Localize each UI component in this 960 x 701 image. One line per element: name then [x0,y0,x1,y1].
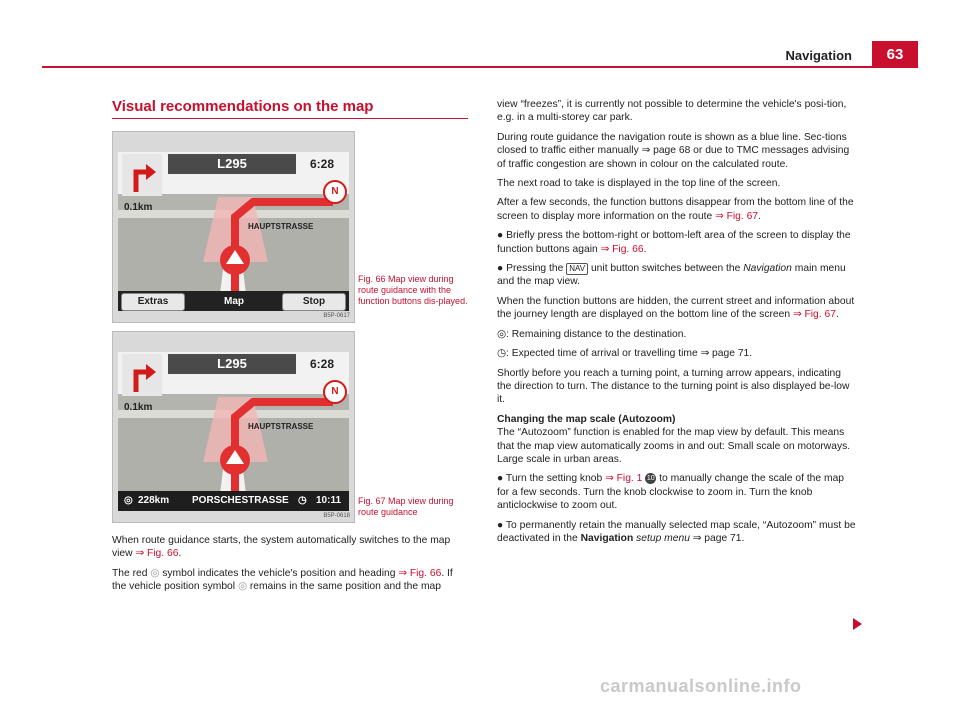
paragraph: Shortly before you reach a turning point, a turning arrow appears, indicating the direction to turn. The distance to the turning point is also displayed be-low it. [497,367,850,406]
section-rule [112,118,468,119]
bullet-text: ⇒ page 71. [692,532,745,544]
bullet-text: main menu and the map view. [497,263,846,288]
figure-67-caption [358,496,468,518]
vehicle-position-icon: ◎ [150,567,160,579]
navigation-term: Navigation [743,263,792,275]
nav-key: NAV [566,263,588,275]
paragraph: view “freezes”, it is currently not possible to determine the vehicle's posi-tion, e.g. in a multi-storey car park. [497,99,847,124]
bullet-text: To permanently retain the manually selected map scale, “Autozoom” must be deactivated in the [497,519,856,544]
current-street: PORSCHESTRASSE [192,495,289,506]
globe-icon: ◎ [124,495,133,506]
subheading: Changing the map scale (Autozoom) [497,413,676,425]
north-icon[interactable]: N [323,180,347,204]
stop-button[interactable]: Stop [282,293,346,311]
map-button[interactable]: Map [202,293,266,311]
paragraph: : Remaining distance to the destination. [506,328,687,340]
clock: 6:28 [310,357,335,371]
paragraph: The next road to take is displayed in the top line of the screen. [497,178,781,190]
bullet-text: unit button switches between the [590,263,741,275]
figure-link[interactable]: ⇒ Fig. 66 [600,243,644,255]
road-label: L295 [168,154,296,174]
watermark: carmanualsonline.info [600,676,802,696]
turn-distance: 0.1km [124,402,153,413]
figure-code: B5P-0617 [323,313,350,319]
paragraph: The red [112,567,148,579]
caption-text: Map view during route guidance with the function buttons dis-played. [358,274,468,306]
figure-66-caption [358,274,468,307]
bullet-text: Briefly press the bottom-right or bottom-left area of the screen to display the function buttons again [497,230,851,255]
figure-66 [112,131,355,323]
remaining-distance: 228km [138,495,170,506]
caption-fig-label: Fig. 67 [358,496,386,506]
figure-code: B5P-0618 [323,513,350,519]
globe-icon: ◎ [497,328,506,340]
paragraph: symbol indicates the vehicle's position and heading [162,567,396,579]
turn-arrow-icon [122,354,162,396]
paragraph: . If the vehicle position symbol [112,567,453,593]
north-icon[interactable]: N [323,380,347,404]
turn-arrow-icon [122,154,162,196]
paragraph: : Expected time of arrival or travelling time ⇒ page 71. [506,348,753,360]
navigation-term: Navigation [580,532,634,544]
setup-menu-term: setup menu [636,532,690,544]
arrival-time: 10:11 [316,495,342,506]
road-label: L295 [168,354,296,374]
extras-button[interactable]: Extras [121,293,185,311]
bullet-text: to manually change the scale of the map for a few seconds. Turn the knob clockwise to zoom in. Turn the knob anticlockwise to zoom out. [497,473,845,512]
street-label: HAUPTSTRASSE [248,222,314,231]
nav-screen [118,352,349,510]
figure-link[interactable]: ⇒ Fig. 67 [792,309,836,321]
paragraph: When the function buttons are hidden, the current street and information about the journey length are displayed on the bottom line of the screen [497,295,855,321]
clock: 6:28 [310,157,335,171]
figure-link[interactable]: ⇒ Fig. 66 [135,548,179,560]
nav-screen [118,152,349,310]
turn-distance: 0.1km [124,202,153,213]
right-body-text: view “freezes”, it is currently not possible to determine the vehicle's posi-tion, e.g. in a multi-storey car park. During route guidance the navigation route is shown as a blue line. Sec-tions closed to traffic either manually ⇒ page 68 or due to TMC messages advising of traffic congestion are shown in colour on the calculated route. The next road to take is displayed in the top line of the screen. After a few seconds, the function buttons disappear from the bottom line of the screen to display more information on the route ⇒ Fig. 67. ● Briefly press the bottom-right or bottom-left area of the screen to display the function buttons again ⇒ Fig. 66. ● Pressing the NAV unit button switches between the Navigation main menu and the map view. When the function buttons are hidden, the current street and information about the journey length are displayed on the bottom line of the screen ⇒ Fig. 67. ◎: Remaining distance to the destination. ◷: Expected time of arrival or travelling time ⇒ page 71. Shortly before you reach a turning point, a turning arrow appears, indicating the direction to turn. The distance to the turning point is also displayed be-low it. Changing the map scale (Autozoom) The “Autozoom” function is enabled for the map view by default. This means that the map view automatically zooms in and out: Small scale on motorways. Large scale in urban areas. ● Turn the setting knob ⇒ Fig. 1 10 to manually change the scale of the map for a few seconds. Turn the knob clockwise to zoom in. Turn the knob anticlockwise to zoom out. ● To permanently retain the manually selected map scale, “Autozoom” must be deactivated in the Navigation setup menu ⇒ page 71. [497,99,856,544]
street-label: HAUPTSTRASSE [248,422,314,431]
bullet-text: Pressing the [506,263,564,275]
paragraph: remains in the same position and the map [249,581,441,593]
bullet-text: Turn the setting knob [505,473,603,485]
caption-text: Map view during route guidance [358,496,454,517]
figure-link[interactable]: ⇒ Fig. 1 [605,473,643,485]
clock-icon: ◷ [497,348,506,360]
knob-number-badge: 10 [646,475,655,483]
paragraph: During route guidance the navigation route is shown as a blue line. Sec-tions closed to traffic either manually ⇒ page 68 or due to TMC messages advising of traffic congestion are shown in colour on the calculated route. [497,131,850,170]
paragraph: The “Autozoom” function is enabled for the map view by default. This means that the map view automatically zooms in and out: Small scale on motorways. Large scale in urban areas. [497,427,851,465]
figure-link[interactable]: ⇒ Fig. 66 [398,567,442,579]
paragraph: When route guidance starts, the system automatically switches to the map view [112,535,451,560]
clock-icon: ◷ [298,495,307,506]
chapter-title: Navigation [785,48,852,63]
page-number: 63 [872,41,918,68]
vehicle-position-icon: ◎ [237,581,247,593]
continue-arrow-icon [853,618,862,630]
function-buttons [118,291,349,311]
figure-link[interactable]: ⇒ Fig. 67 [715,210,759,222]
section-title: Visual recommendations on the map [112,98,374,115]
paragraph: After a few seconds, the function buttons disappear from the bottom line of the screen to display more information on the route [497,197,854,222]
left-body-text: When route guidance starts, the system automatically switches to the map view ⇒ Fig. 66. The red ◎ symbol indicates the vehicle's position and heading ⇒ Fig. 66. If the vehicle position symbol ◎ remains in the same position and the map [112,535,453,593]
header-rule [42,66,918,68]
figure-67 [112,331,355,523]
route-info-bar[interactable] [118,491,349,511]
caption-fig-label: Fig. 66 [358,274,386,284]
